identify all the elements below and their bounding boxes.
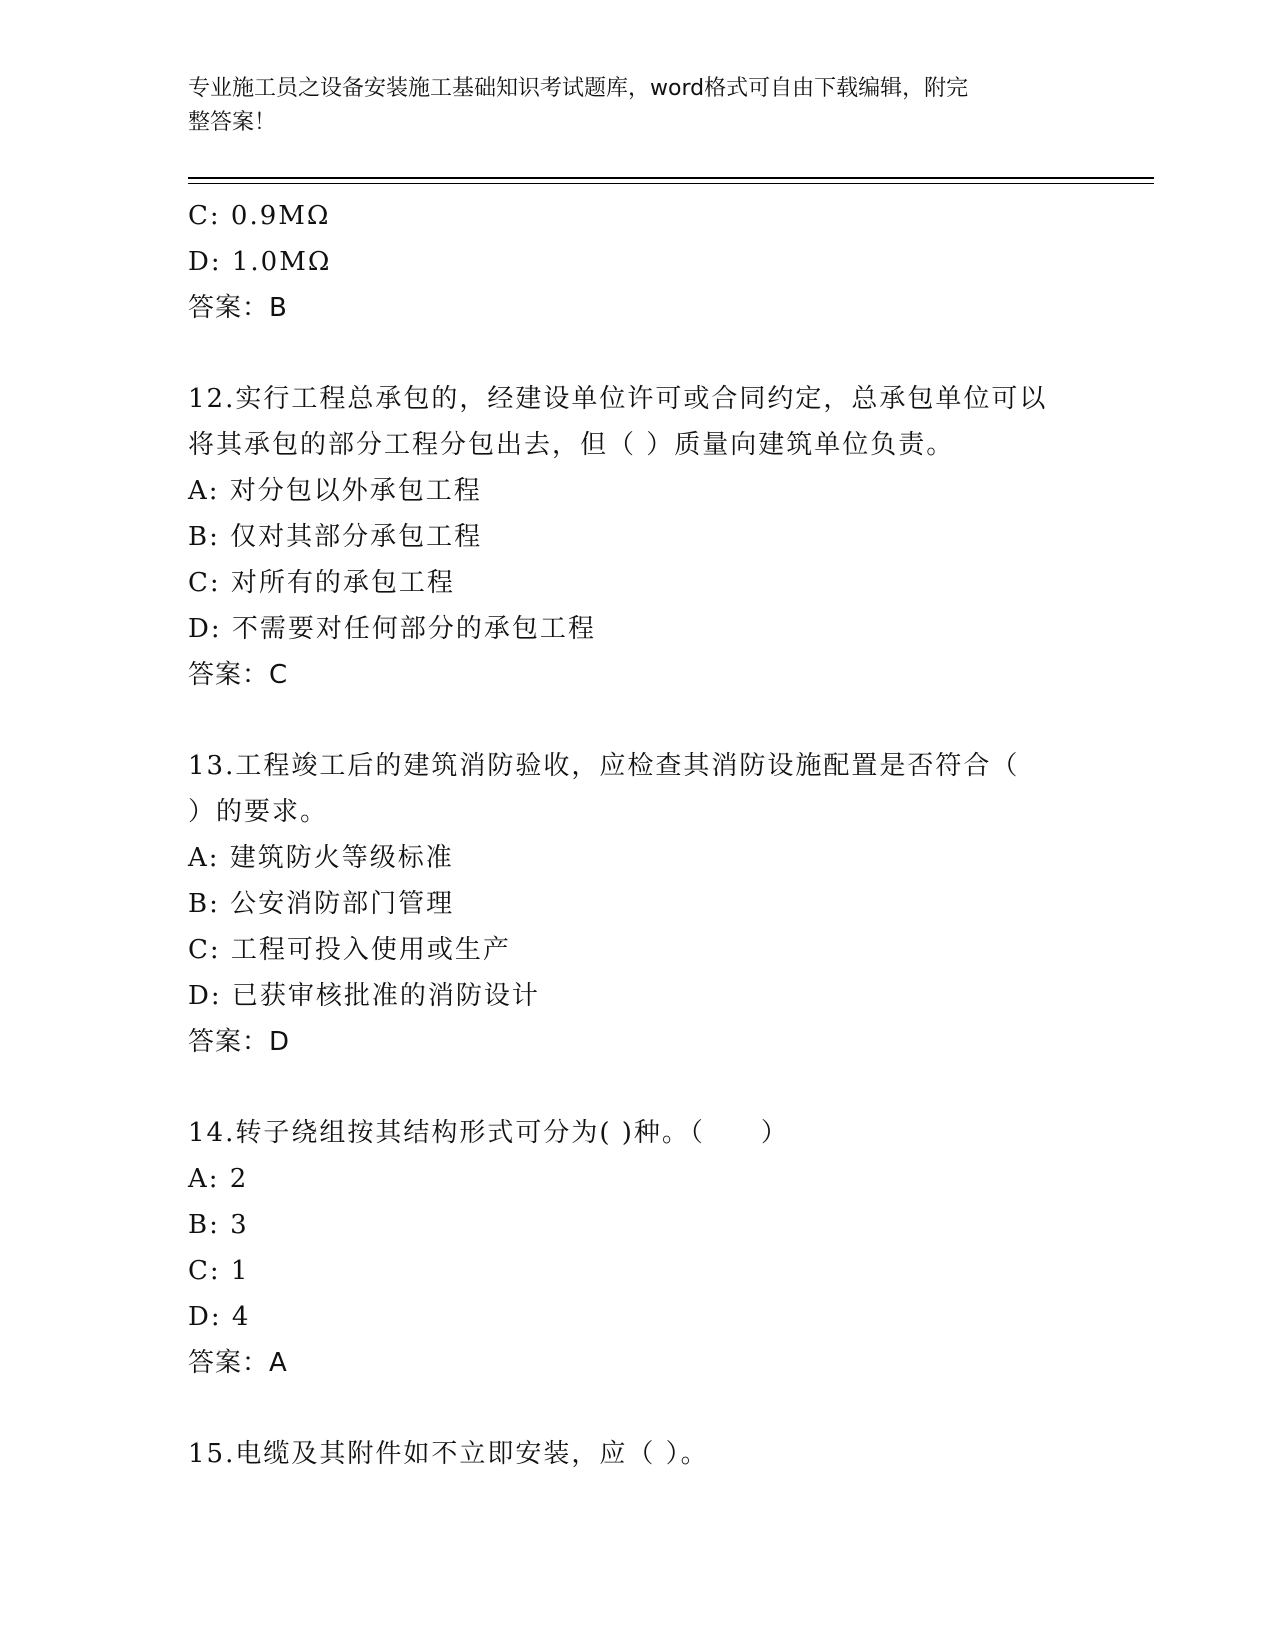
q13-stem-line-2: ）的要求。 — [188, 797, 329, 827]
q14-option-c: C: 1 — [188, 1256, 250, 1286]
prev-option-d: D: 1.0MΩ — [188, 247, 332, 277]
q12-stem-line-2: 将其承包的部分工程分包出去，但（ ）质量向建筑单位负责。 — [188, 430, 955, 460]
header-divider-thin — [188, 183, 1154, 184]
spacer — [188, 698, 1088, 743]
header-divider-thick — [188, 177, 1154, 179]
q13-option-c: C: 工程可投入使用或生产 — [188, 935, 511, 965]
q13-option-a: A: 建筑防火等级标准 — [188, 843, 454, 873]
q13-answer: 答案：D — [188, 1027, 291, 1057]
q12-option-b: B: 仅对其部分承包工程 — [188, 522, 483, 552]
q13-option-d: D: 已获审核批准的消防设计 — [188, 981, 540, 1011]
spacer — [188, 331, 1088, 376]
header-line-1: 专业施工员之设备安装施工基础知识考试题库，word格式可自由下载编辑，附完 — [188, 76, 969, 101]
q13-stem-line-1: 13.工程竣工后的建筑消防验收，应检查其消防设施配置是否符合（ — [188, 751, 1020, 781]
spacer — [188, 1065, 1088, 1110]
q12-option-a: A: 对分包以外承包工程 — [188, 476, 482, 506]
q12-option-c: C: 对所有的承包工程 — [188, 568, 455, 598]
spacer — [188, 1386, 1088, 1431]
q12-answer: 答案：C — [188, 660, 289, 690]
prev-option-c: C: 0.9MΩ — [188, 201, 331, 231]
header-line-2: 整答案！ — [188, 110, 277, 135]
q14-stem: 14.转子绕组按其结构形式可分为( )种。（ ） — [188, 1118, 789, 1148]
page-header — [188, 72, 1068, 140]
q14-option-d: D: 4 — [188, 1302, 251, 1332]
q12-option-d: D: 不需要对任何部分的承包工程 — [188, 614, 596, 644]
q12-stem-line-1: 12.实行工程总承包的，经建设单位许可或合同约定，总承包单位可以 — [188, 384, 1048, 414]
q14-option-a: A: 2 — [188, 1164, 249, 1194]
q15-stem: 15.电缆及其附件如不立即安装，应（ ）。 — [188, 1439, 709, 1469]
prev-answer: 答案：B — [188, 293, 288, 323]
q14-answer: 答案：A — [188, 1348, 288, 1378]
question-list — [188, 193, 1088, 1477]
q13-option-b: B: 公安消防部门管理 — [188, 889, 455, 919]
q14-option-b: B: 3 — [188, 1210, 249, 1240]
